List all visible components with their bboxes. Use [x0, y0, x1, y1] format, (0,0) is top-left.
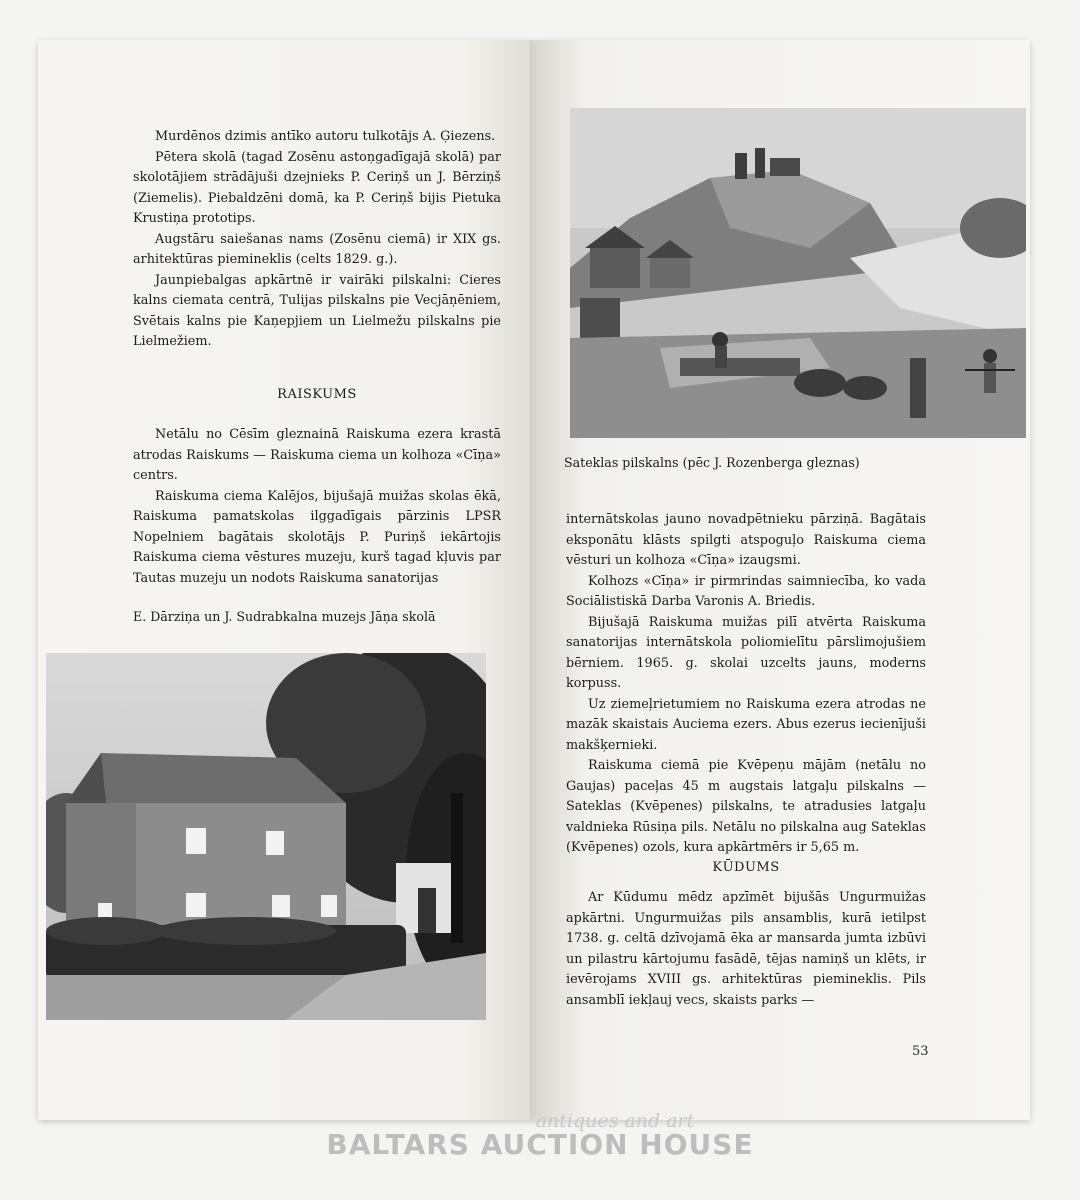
paragraph: Jaunpiebalgas apkārtnē ir vairāki pilskalni: Cieres kalns ciemata centrā, Tulijas pilskalns pie Vecjāņēniem, Svētais kalns pie Kaņepjiem un Lielmežu pilskalns pie Lielmežiem. — [133, 272, 501, 349]
paragraph: Raiskuma ciemā pie Kvēpeņu mājām (netālu no Gaujas) paceļas 45 m augstais latgaļu pilskalns — Sateklas (Kvēpenes) pilskalns, te atradusies latgaļu valdnieka Rūsiņa pils. Netālu no pilskalna aug Sateklas (Kvēpenes) ozols, kura apkārtmērs ir 5,65 m. — [566, 758, 926, 855]
house-photo-image — [46, 653, 486, 1020]
left-intro-text — [133, 127, 501, 353]
museum-house-photo — [46, 653, 486, 1020]
paragraph: Murdēnos dzimis antīko autoru tulkotājs A. Ģiezens. — [155, 129, 496, 144]
watermark-script-text: antiques and art — [535, 1110, 695, 1132]
raiskums-text — [133, 425, 501, 589]
right-page — [536, 40, 1030, 1120]
open-booklet — [38, 40, 1038, 1140]
paragraph: Netālu no Cēsīm gleznainā Raiskuma ezera krastā atrodas Raiskums — Raiskuma ciema un kolhoza «Cīņa» centrs. — [133, 427, 501, 483]
paragraph: Ar Kūdumu mēdz apzīmēt bijušās Ungurmuižas apkārtni. Ungurmuižas pils ansamblis, kurā ietilpst 1738. g. celtā dzīvojamā ēka ar mansarda jumta izbūvi un pilastru kārtojumu fasādē, tējas namiņš un klēts, ir ievērojams XVIII gs. arhitektūras piemineklis. Pils ansamblī iekļauj vecs, skaists parks — — [566, 890, 926, 1008]
paragraph: Uz ziemeļrietumiem no Raiskuma ezera atrodas ne mazāk skaistais Auciema ezers. Abus ezerus iecienījuši makšķernieki. — [566, 696, 926, 753]
right-main-text — [566, 510, 926, 859]
section-heading-raiskums: RAISKUMS — [277, 387, 357, 402]
paragraph: Kolhozs «Cīņa» ir pirmrindas saimniecība, ko vada Sociālistiskā Darba Varonis A. Briedis. — [566, 573, 926, 609]
left-page — [38, 40, 536, 1120]
page-number: 53 — [912, 1044, 929, 1059]
sateklas-painting — [570, 108, 1026, 438]
auction-watermark — [0, 1110, 1080, 1161]
paragraph: Pētera skolā (tagad Zosēnu astoņgadīgajā skolā) par skolotājiem strādājuši dzejnieks P. Ceriņš un J. Bērziņš (Ziemelis). Piebaldzēni domā, ka P. Ceriņš bijis Pietuka Krustiņa prototips. — [133, 149, 501, 226]
kudums-text — [566, 888, 926, 1011]
paragraph: Raiskuma ciema Kalējos, bijušajā muižas skolas ēkā, Raiskuma pamatskolas ilggadīgais pārzinis LPSR Nopelniem bagātais skolotājs P. Puriņš iekārtojis Raiskuma ciema vēstures muzeju, kurš tagad kļuvis par Tautas muzeju un nodots Raiskuma sanatorijas — [133, 488, 501, 586]
section-heading-kudums: KŪDUMS — [712, 860, 780, 875]
paragraph: Bijušajā Raiskuma muižas pilī atvērta Raiskuma sanatorijas internātskola poliomielītu pārslimojušiem bērniem. 1965. g. skolai uzcelts jauns, moderns korpuss. — [566, 614, 926, 691]
paragraph: internātskolas jauno novadpētnieku pārziņā. Bagātais eksponātu klāsts spilgti atspoguļo Raiskuma ciema vēsturi un kolhoza «Cīņa» izaugsmi. — [566, 512, 926, 568]
watermark-main-text: BALTARS AUCTION HOUSE — [326, 1128, 754, 1161]
photo-caption: E. Dārziņa un J. Sudrabkalna muzejs Jāņa skolā — [133, 609, 436, 624]
paragraph: Augstāru saiešanas nams (Zosēnu ciemā) ir XIX gs. arhitektūras piemineklis (celts 1829. g.). — [133, 231, 501, 267]
painting-image — [570, 108, 1026, 438]
painting-caption: Sateklas pilskalns (pēc J. Rozenberga gleznas) — [564, 455, 860, 470]
